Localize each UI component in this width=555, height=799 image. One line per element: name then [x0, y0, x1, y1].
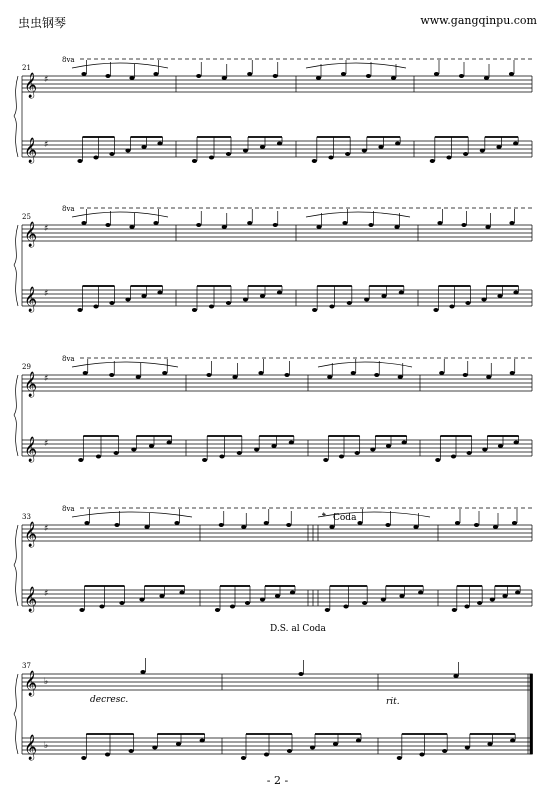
note-head — [264, 521, 269, 525]
note-head — [439, 371, 444, 375]
note-head — [153, 221, 158, 225]
brace — [14, 674, 18, 754]
note-head — [341, 72, 346, 76]
note-head — [362, 601, 367, 605]
key-flat-icon: ♭ — [44, 677, 49, 687]
note-head — [385, 523, 390, 527]
note-head — [290, 591, 295, 595]
note-head — [490, 598, 495, 602]
note-head — [77, 159, 82, 163]
note-head — [241, 525, 246, 529]
key-sharp-icon: ♯ — [44, 589, 49, 599]
note-head — [510, 739, 515, 743]
note-head — [509, 72, 514, 76]
note-head — [480, 149, 485, 153]
note-head — [463, 373, 468, 377]
note-head — [474, 523, 479, 527]
tie-slur — [72, 512, 192, 517]
note-head — [114, 451, 119, 455]
note-head — [219, 523, 224, 527]
note-head — [333, 742, 338, 746]
note-head — [273, 223, 278, 227]
note-head — [357, 521, 362, 525]
note-head — [105, 753, 110, 757]
note-head — [139, 598, 144, 602]
note-head — [366, 74, 371, 78]
note-head — [463, 152, 468, 156]
note-head — [162, 371, 167, 375]
note-head — [264, 753, 269, 757]
note-head — [449, 305, 454, 309]
note-head — [399, 594, 404, 598]
note-head — [347, 301, 352, 305]
note-head — [105, 223, 110, 227]
key-sharp-icon: ♯ — [44, 374, 49, 384]
note-head — [435, 458, 440, 462]
note-head — [437, 221, 442, 225]
note-head — [395, 142, 400, 146]
note-head — [99, 605, 104, 609]
key-sharp-icon: ♯ — [44, 439, 49, 449]
note-head — [386, 444, 391, 448]
treble-clef-icon: 𝄞 — [24, 73, 38, 98]
note-head — [442, 749, 447, 753]
measure-number: 33 — [22, 513, 31, 521]
note-head — [329, 305, 334, 309]
note-head — [241, 756, 246, 760]
note-head — [498, 444, 503, 448]
note-head — [78, 458, 83, 462]
note-head — [446, 156, 451, 160]
note-head — [237, 451, 242, 455]
measure-number: 21 — [22, 64, 31, 72]
note-head — [356, 739, 361, 743]
treble-clef-icon: 𝄞 — [24, 138, 38, 163]
note-head — [209, 156, 214, 160]
note-head — [355, 451, 360, 455]
note-head — [465, 301, 470, 305]
note-head — [114, 523, 119, 527]
note-head — [247, 221, 252, 225]
note-head — [502, 594, 507, 598]
note-head — [129, 749, 134, 753]
brace — [14, 225, 18, 306]
note-head — [323, 458, 328, 462]
note-head — [273, 74, 278, 78]
note-head — [230, 605, 235, 609]
note-head — [167, 441, 172, 445]
note-head — [81, 72, 86, 76]
note-head — [109, 373, 114, 377]
note-head — [419, 753, 424, 757]
note-head — [222, 76, 227, 80]
note-head — [461, 223, 466, 227]
note-head — [378, 145, 383, 149]
note-head — [83, 371, 88, 375]
treble-clef-icon: 𝄞 — [24, 372, 38, 397]
note-head — [176, 742, 181, 746]
note-head — [374, 373, 379, 377]
brace — [14, 76, 18, 157]
note-head — [286, 523, 291, 527]
note-head — [391, 76, 396, 80]
note-head — [157, 142, 162, 146]
note-head — [81, 756, 86, 760]
note-head — [192, 308, 197, 312]
note-head — [513, 142, 518, 146]
measure-number: 29 — [22, 363, 31, 371]
note-head — [329, 525, 334, 529]
site-url[interactable]: www.gangqinpu.com — [420, 14, 537, 27]
note-head — [109, 301, 114, 305]
brace — [14, 375, 18, 456]
note-head — [394, 225, 399, 229]
note-head — [277, 142, 282, 146]
treble-clef-icon: 𝄞 — [24, 522, 38, 547]
note-head — [119, 601, 124, 605]
note-head — [209, 305, 214, 309]
note-head — [215, 608, 220, 612]
note-head — [343, 605, 348, 609]
treble-clef-icon: 𝄞 — [24, 437, 38, 462]
note-head — [370, 448, 375, 452]
note-head — [226, 152, 231, 156]
note-head — [487, 742, 492, 746]
note-head — [79, 608, 84, 612]
note-head — [455, 521, 460, 525]
note-head — [136, 375, 141, 379]
note-head — [430, 159, 435, 163]
note-head — [433, 308, 438, 312]
note-head — [514, 441, 519, 445]
note-head — [486, 375, 491, 379]
ottava-mark: 8va — [62, 56, 75, 64]
ds-al-coda: D.S. al Coda — [270, 624, 326, 634]
note-head — [277, 291, 282, 295]
note-head — [310, 746, 315, 750]
note-head — [144, 525, 149, 529]
note-head — [93, 305, 98, 309]
note-head — [399, 291, 404, 295]
note-head — [93, 156, 98, 160]
note-head — [96, 455, 101, 459]
note-head — [258, 371, 263, 375]
note-head — [289, 441, 294, 445]
note-head — [275, 594, 280, 598]
note-head — [141, 294, 146, 298]
note-head — [496, 145, 501, 149]
note-head — [105, 74, 110, 78]
note-head — [77, 308, 82, 312]
note-head — [381, 294, 386, 298]
note-head — [493, 525, 498, 529]
note-head — [159, 594, 164, 598]
ottava-mark: 8va — [62, 505, 75, 513]
note-head — [196, 223, 201, 227]
note-head — [284, 373, 289, 377]
note-head — [157, 291, 162, 295]
note-head — [149, 444, 154, 448]
note-head — [243, 149, 248, 153]
dynamic-rit: rit. — [386, 697, 400, 707]
note-head — [140, 670, 145, 674]
key-sharp-icon: ♯ — [44, 140, 49, 150]
note-head — [482, 448, 487, 452]
note-head — [316, 76, 321, 80]
note-head — [325, 608, 330, 612]
note-head — [397, 756, 402, 760]
coda-label: Coda — [333, 513, 357, 523]
note-head — [260, 598, 265, 602]
note-head — [328, 156, 333, 160]
note-head — [485, 225, 490, 229]
page-number: - 2 - — [266, 774, 289, 787]
note-head — [451, 455, 456, 459]
note-head — [509, 221, 514, 225]
note-head — [125, 298, 130, 302]
measure-number: 25 — [22, 213, 31, 221]
note-head — [381, 598, 386, 602]
treble-clef-icon: 𝄞 — [24, 287, 38, 312]
note-head — [298, 672, 303, 676]
dynamic-decresc: decresc. — [90, 695, 129, 705]
note-head — [512, 521, 517, 525]
key-sharp-icon: ♯ — [44, 224, 49, 234]
note-head — [247, 72, 252, 76]
note-head — [368, 223, 373, 227]
note-head — [153, 72, 158, 76]
measure-number: 37 — [22, 662, 31, 670]
final-barline — [530, 674, 533, 754]
note-head — [351, 371, 356, 375]
note-head — [459, 74, 464, 78]
ottava-mark: 8va — [62, 355, 75, 363]
note-head — [345, 152, 350, 156]
note-head — [152, 746, 157, 750]
note-head — [402, 441, 407, 445]
note-head — [129, 76, 134, 80]
brace — [14, 525, 18, 606]
note-head — [243, 298, 248, 302]
note-head — [418, 591, 423, 595]
note-head — [232, 375, 237, 379]
key-sharp-icon: ♯ — [44, 289, 49, 299]
note-head — [222, 225, 227, 229]
note-head — [453, 674, 458, 678]
note-head — [226, 301, 231, 305]
note-head — [196, 74, 201, 78]
note-head — [131, 448, 136, 452]
note-head — [364, 298, 369, 302]
note-head — [510, 371, 515, 375]
note-head — [192, 159, 197, 163]
note-head — [484, 76, 489, 80]
note-head — [260, 145, 265, 149]
note-head — [398, 375, 403, 379]
note-head — [327, 375, 332, 379]
note-head — [434, 72, 439, 76]
note-head — [342, 221, 347, 225]
note-head — [179, 591, 184, 595]
key-sharp-icon: ♯ — [44, 524, 49, 534]
key-sharp-icon: ♯ — [44, 75, 49, 85]
note-head — [481, 298, 486, 302]
note-head — [513, 291, 518, 295]
note-head — [477, 601, 482, 605]
note-head — [254, 448, 259, 452]
note-head — [260, 294, 265, 298]
note-head — [109, 152, 114, 156]
note-head — [202, 458, 207, 462]
note-head — [464, 605, 469, 609]
note-head — [200, 739, 205, 743]
note-head — [413, 525, 418, 529]
note-head — [84, 521, 89, 525]
note-head — [125, 149, 130, 153]
note-head — [452, 608, 457, 612]
note-head — [339, 455, 344, 459]
key-flat-icon: ♭ — [44, 741, 49, 751]
note-head — [515, 591, 520, 595]
note-head — [271, 444, 276, 448]
note-head — [129, 225, 134, 229]
note-head — [312, 159, 317, 163]
note-head — [465, 746, 470, 750]
note-head — [174, 521, 179, 525]
note-head — [141, 145, 146, 149]
note-head — [245, 601, 250, 605]
ottava-mark: 8va — [62, 205, 75, 213]
note-head — [206, 373, 211, 377]
note-head — [81, 221, 86, 225]
treble-clef-icon: 𝄞 — [24, 587, 38, 612]
note-head — [219, 455, 224, 459]
treble-clef-icon: 𝄞 — [24, 222, 38, 247]
note-head — [467, 451, 472, 455]
note-head — [497, 294, 502, 298]
treble-clef-icon: 𝄞 — [24, 735, 38, 760]
note-head — [316, 225, 321, 229]
site-name: 虫虫钢琴 — [18, 16, 67, 30]
coda-sign: 𝄌 — [322, 510, 326, 523]
note-head — [287, 749, 292, 753]
note-head — [312, 308, 317, 312]
treble-clef-icon: 𝄞 — [24, 671, 38, 696]
note-head — [362, 149, 367, 153]
